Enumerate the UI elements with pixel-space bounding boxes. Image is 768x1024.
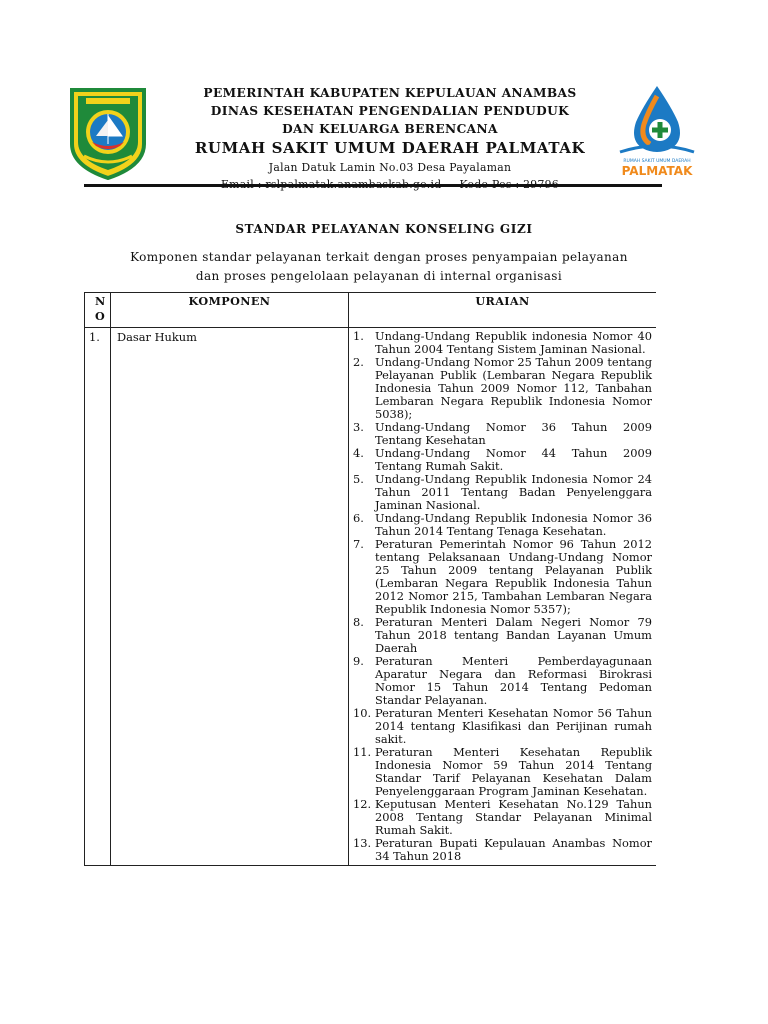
header-komponen: KOMPONEN [111,293,349,328]
list-item [353,616,652,655]
table-header-row [85,293,657,328]
list-item [353,837,652,863]
row-number: 1. [85,328,111,866]
list-item [353,707,652,746]
list-item-number: 10. [353,706,372,720]
list-item [353,356,652,421]
header-no [85,293,111,328]
letterhead [0,0,768,192]
list-item [353,746,652,798]
letterhead-department-cont: DAN KELUARGA BERENCANA [282,122,498,136]
list-item [353,330,652,356]
standards-table [84,292,656,866]
hospital-logo-icon [612,82,702,178]
row-komponen: Dasar Hukum [111,328,349,866]
list-item-number: 2. [353,355,364,369]
intro-line-2: dan proses pengelolaan pelayanan di internal organisasi [195,269,563,283]
list-item [353,798,652,837]
letterhead-address: Jalan Datuk Lamin No.03 Desa Payalaman [268,161,512,174]
list-item-text: Undang-Undang Republik Indonesia Nomor 24 Tahun 2011 Tentang Badan Penyelenggara Jaminan Nasional. [375,472,652,512]
list-item-number: 6. [353,511,364,525]
letterhead-divider [84,184,662,187]
document-intro [84,248,674,286]
table-row [85,328,657,866]
list-item-text: Undang-Undang Nomor 36 Tahun 2009 Tentang Kesehatan [375,420,652,447]
list-item-number: 11. [353,745,372,759]
header-no-line1: N [95,294,106,308]
list-item [353,512,652,538]
list-item-number: 4. [353,446,364,460]
list-item [353,421,652,447]
list-item-text: Undang-Undang Republik indonesia Nomor 40 Tahun 2004 Tentang Sistem Jaminan Nasional. [375,329,652,356]
list-item-number: 1. [353,329,364,343]
row-uraian [349,328,657,866]
list-item-number: 9. [353,654,364,668]
standards-table-container [84,292,656,1024]
document-title: STANDAR PELAYANAN KONSELING GIZI [235,222,533,236]
header-uraian: URAIAN [349,293,657,328]
list-item-number: 13. [353,836,372,850]
list-item [353,473,652,512]
letterhead-department: DINAS KESEHATAN PENGENDALIAN PENDUDUK [210,104,570,118]
list-item-text: Peraturan Menteri Kesehatan Nomor 56 Tahun 2014 tentang Klasifikasi dan Perijinan rumah sakit. [375,706,652,746]
letterhead-hospital-name: RUMAH SAKIT UMUM DAERAH PALMATAK [194,139,586,157]
list-item-number: 3. [353,420,364,434]
list-item-number: 5. [353,472,364,486]
header-no-line2: O [95,309,106,323]
list-item-text: Undang-Undang Nomor 44 Tahun 2009 Tentang Rumah Sakit. [375,446,652,473]
list-item-number: 7. [353,537,364,551]
list-item-text: Undang-Undang Nomor 25 Tahun 2009 tentang Pelayanan Publik (Lembaran Negara Republik Indonesia Tahun 2009 Nomor 112, Tanbahan Lembaran Negara Republik Indonesia Nomor 5038); [375,355,652,421]
list-item-number: 8. [353,615,364,629]
legal-basis-list [353,330,652,863]
list-item [353,538,652,616]
list-item-text: Peraturan Menteri Kesehatan Republik Indonesia Nomor 59 Tahun 2014 Tentang Standar Tarif Pelayanan Kesehatan Dalam Penyelenggaraan Program Jaminan Kesehatan. [375,745,652,798]
list-item-text: Peraturan Menteri Dalam Negeri Nomor 79 Tahun 2018 tentang Bandan Layanan Umum Daerah [375,615,652,655]
letterhead-government: PEMERINTAH KABUPATEN KEPULAUAN ANAMBAS [203,86,577,100]
list-item-text: Peraturan Pemerintah Nomor 96 Tahun 2012 tentang Pelaksanaan Undang-Undang Nomor 25 Tahun 2009 tentang Pelayanan Publik (Lembaran Negara Republik Indonesia Tahun 2012 Nomor 215, Tambahan Lembaran Negara Republik Indonesia Nomor 5357); [375,537,652,616]
list-item-text: Peraturan Menteri Pemberdayagunaan Aparatur Negara dan Reformasi Birokrasi Nomor 15 Tahun 2014 Tentang Pedoman Standar Pelayanan. [375,654,652,707]
regency-crest-icon [66,86,150,180]
list-item-text: Keputusan Menteri Kesehatan No.129 Tahun 2008 Tentang Standar Pelayanan Minimal Rumah Sakit. [375,797,652,837]
intro-line-1: Komponen standar pelayanan terkait dengan proses penyampaian pelayanan [130,250,628,264]
list-item [353,655,652,707]
list-item-number: 12. [353,797,372,811]
hospital-logo-text: PALMATAK [621,164,693,178]
hospital-logo-subtext: RUMAH SAKIT UMUM DAERAH [623,159,691,164]
list-item [353,447,652,473]
list-item-text: Peraturan Bupati Kepulauan Anambas Nomor 34 Tahun 2018 [375,836,652,863]
list-item-text: Undang-Undang Republik Indonesia Nomor 36 Tahun 2014 Tentang Tenaga Kesehatan. [375,511,652,538]
